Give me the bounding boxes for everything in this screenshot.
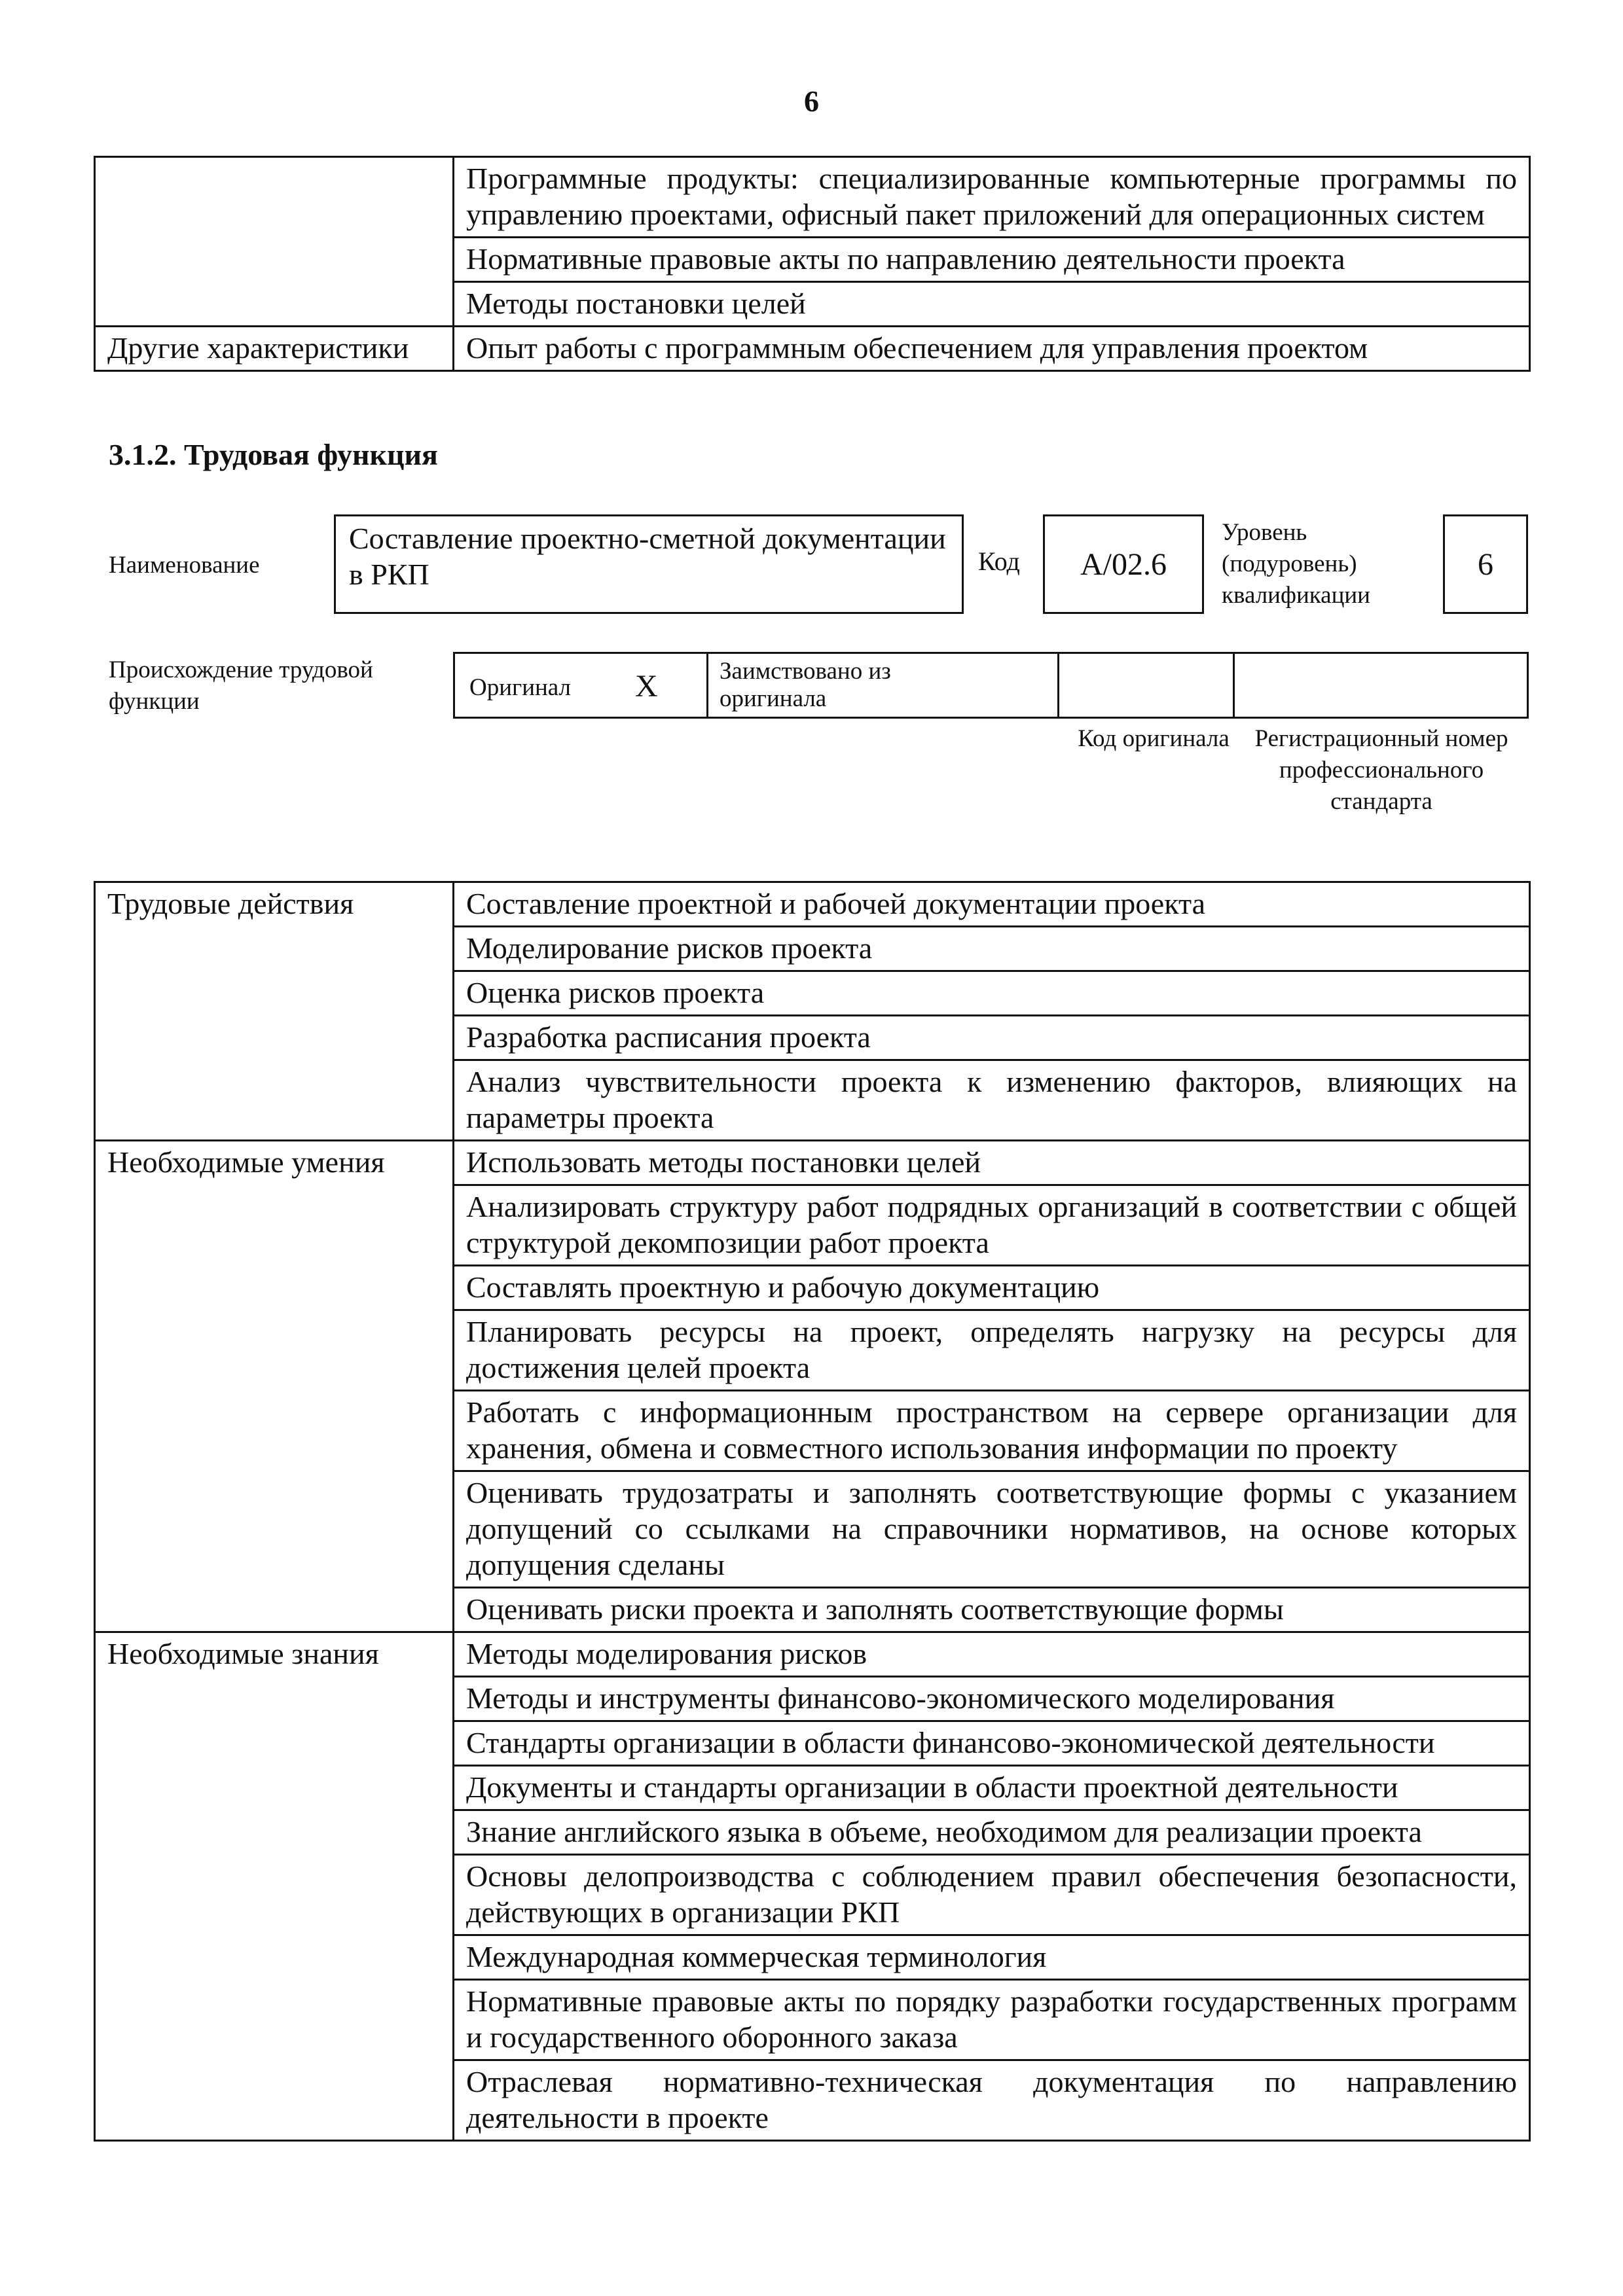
original-mark: X [635,669,658,704]
table-cell: Методы моделирования рисков [454,1632,1530,1677]
table-row [95,1141,1530,1185]
table-cell: Использовать методы постановки целей [454,1141,1530,1185]
table-cell: Международная коммерческая терминология [454,1935,1530,1980]
table-row [95,327,1530,371]
section-title: 3.1.2. Трудовая функция [109,438,438,471]
table-cell: Моделирование рисков проекта [454,927,1530,971]
top-table [94,156,1531,372]
table-cell: Анализировать структуру работ подрядных организаций в соответствии с общей структурой декомпозиции работ проекта [454,1185,1530,1266]
table-cell: Составлять проектную и рабочую документацию [454,1266,1530,1310]
table-cell: Оценивать трудозатраты и заполнять соответствующие формы с указанием допущений со ссылками на справочники нормативов, на основе которых допущения сделаны [454,1471,1530,1588]
table-cell: Нормативные правовые акты по порядку разработки государственных программ и государственного оборонного заказа [454,1980,1530,2060]
table-cell: Методы постановки целей [454,282,1530,327]
original-label: Оригинал [469,674,572,701]
page-number: 6 [804,84,819,118]
table-row [95,157,1530,238]
function-name-box [334,514,964,614]
table-cell: Знание английского языка в объеме, необходимом для реализации проекта [454,1810,1530,1855]
table-cell: Работать с информационным пространством на сервере организации для хранения, обмена и совместного использования информации по проекту [454,1391,1530,1471]
group-label: Трудовые действия [95,882,454,1141]
table-cell: Разработка расписания проекта [454,1016,1530,1060]
level-label: Уровень (подуровень) квалификации [1222,519,1370,609]
table-cell: Оценка рисков проекта [454,971,1530,1016]
table-cell: Оценивать риски проекта и заполнять соответствующие формы [454,1588,1530,1632]
row-label [95,157,454,327]
table-cell: Методы и инструменты финансово-экономического моделирования [454,1677,1530,1721]
table-cell: Опыт работы с программным обеспечением для управления проектом [454,327,1530,371]
code-box [1043,514,1204,614]
table-cell: Составление проектной и рабочей документации проекта [454,882,1530,927]
table-cell: Отраслевая нормативно-техническая документация по направлению деятельности в проекте [454,2060,1530,2141]
borrowed-label: Заимствовано из оригинала [720,658,891,712]
table-cell: Документы и стандарты организации в области проектной деятельности [454,1766,1530,1810]
table-cell: Планировать ресурсы на проект, определять нагрузку на ресурсы для достижения целей проекта [454,1310,1530,1391]
code-value: A/02.6 [1080,547,1167,582]
table-cell: Стандарты организации в области финансово-экономической деятельности [454,1721,1530,1766]
code-label: Код [978,547,1020,576]
group-label: Необходимые знания [95,1632,454,2141]
actions-table [94,881,1531,2142]
table-cell: Нормативные правовые акты по направлению деятельности проекта [454,238,1530,282]
table-row [95,1632,1530,1677]
table-cell: Программные продукты: специализированные компьютерные программы по управлению проектами, офисный пакет приложений для операционных систем [454,157,1530,238]
origin-label: Происхождение трудовой функции [109,656,373,715]
table-cell: Основы делопроизводства с соблюдением правил обеспечения безопасности, действующих в организации РКП [454,1855,1530,1935]
code-caption: Код оригинала [1078,725,1230,752]
group-label: Необходимые умения [95,1141,454,1632]
name-label: Наименование [109,552,260,579]
function-name: Составление проектно-сметной документации в РКП [349,522,946,591]
level-value: 6 [1478,547,1493,582]
reg-caption: Регистрационный номер профессионального стандарта [1254,725,1508,815]
table-row [95,882,1530,927]
row-label: Другие характеристики [95,327,454,371]
table-cell: Анализ чувствительности проекта к изменению факторов, влияющих на параметры проекта [454,1060,1530,1141]
level-box [1443,514,1528,614]
origin-row [453,652,1529,719]
